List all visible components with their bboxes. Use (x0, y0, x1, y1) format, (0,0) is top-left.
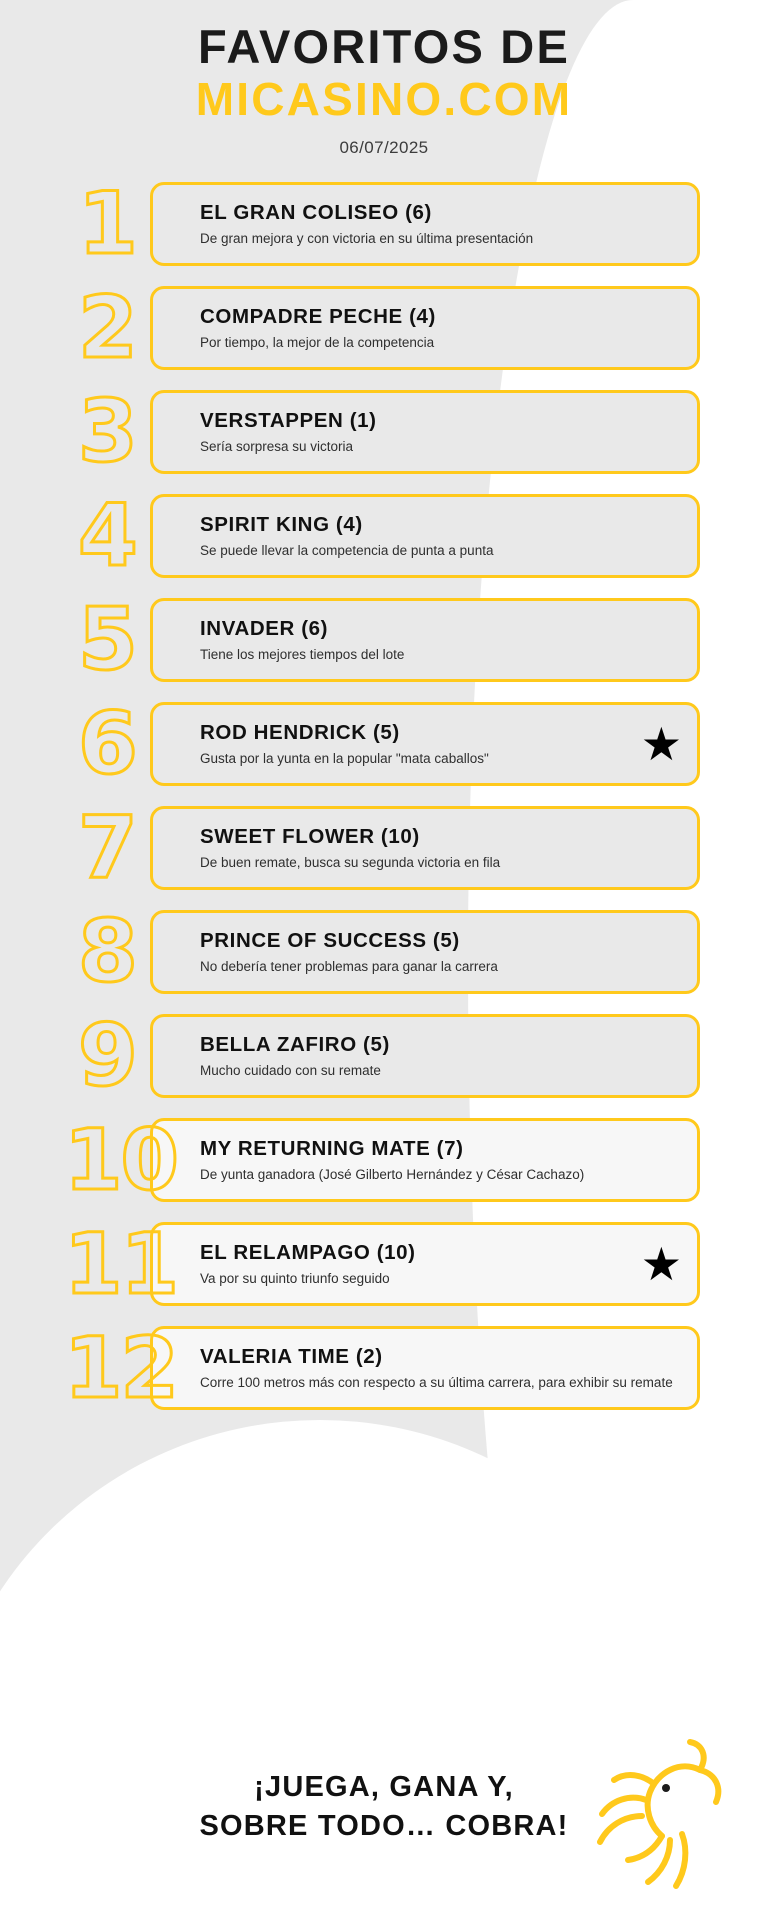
list-item[interactable] (0, 1112, 768, 1208)
list-item-text (200, 201, 686, 247)
list-item-title: INVADER (6) (200, 617, 329, 641)
list-item-description: De buen remate, busca su segunda victoria en fila (200, 854, 501, 870)
list-item-description: No debería tener problemas para ganar la carrera (200, 958, 498, 974)
list-item[interactable] (0, 382, 768, 483)
list-item-title: VERSTAPPEN (1) (200, 409, 377, 433)
list-item-description: Va por su quinto triunfo seguido (200, 1270, 390, 1286)
list-item-text (200, 409, 686, 455)
rank-number: 10 (64, 1111, 177, 1210)
rank-number: 1 (78, 174, 136, 275)
list-item-text (200, 1241, 618, 1287)
list-item-description: Gusta por la yunta en la popular "mata caballos" (200, 750, 489, 766)
rank-number: 8 (78, 902, 136, 1003)
rank-number: 4 (78, 486, 136, 587)
list-item-text (200, 929, 686, 975)
favorites-list (0, 176, 768, 1416)
rank-number: 3 (78, 382, 136, 483)
rank-number: 6 (78, 694, 136, 795)
header-date: 06/07/2025 (339, 138, 429, 158)
list-item-text (200, 1033, 686, 1079)
rank-number: 5 (78, 590, 136, 691)
list-item-description: Por tiempo, la mejor de la competencia (200, 334, 435, 350)
list-item-text (200, 513, 686, 559)
list-item[interactable] (0, 278, 768, 379)
horse-icon (550, 1730, 740, 1920)
list-item[interactable] (0, 174, 768, 275)
list-item-text (200, 617, 686, 663)
star-icon: ★ (640, 718, 682, 771)
list-item-text (200, 305, 686, 351)
list-item-text (200, 1137, 686, 1183)
list-item-title: MY RETURNING MATE (7) (200, 1137, 464, 1161)
list-item-description: Se puede llevar la competencia de punta a punta (200, 542, 494, 558)
list-item-text (200, 721, 618, 767)
list-item[interactable] (0, 798, 768, 899)
list-item-title: EL GRAN COLISEO (6) (200, 201, 432, 225)
list-item-title: ROD HENDRICK (5) (200, 721, 400, 745)
rank-number: 11 (64, 1215, 177, 1314)
list-item-title: BELLA ZAFIRO (5) (200, 1033, 390, 1057)
rank-number: 7 (78, 798, 136, 899)
list-item-description: Tiene los mejores tiempos del lote (200, 646, 405, 662)
list-item[interactable] (0, 486, 768, 587)
page-title-line1: FAVORITOS DE (198, 20, 570, 73)
list-item[interactable] (0, 1006, 768, 1107)
list-item-description: Sería sorpresa su victoria (200, 438, 354, 454)
header (0, 0, 768, 158)
list-item-description: Corre 100 metros más con respecto a su última carrera, para exhibir su remate (200, 1374, 673, 1390)
list-item[interactable] (0, 694, 768, 795)
rank-number: 2 (78, 278, 136, 379)
list-item-title: SPIRIT KING (4) (200, 513, 363, 537)
list-item-title: EL RELAMPAGO (10) (200, 1241, 416, 1265)
list-item[interactable] (0, 1320, 768, 1416)
list-item[interactable] (0, 1216, 768, 1312)
footer-line-2: SOBRE TODO… COBRA! (199, 1809, 569, 1842)
list-item[interactable] (0, 590, 768, 691)
list-item-title: SWEET FLOWER (10) (200, 825, 420, 849)
page-title-line2: MICASINO.COM (195, 72, 573, 125)
list-item-text (200, 825, 686, 871)
list-item-description: De gran mejora y con victoria en su última presentación (200, 230, 534, 246)
list-item-title: VALERIA TIME (2) (200, 1345, 383, 1369)
list-item-text (200, 1345, 686, 1391)
rank-number: 9 (78, 1006, 136, 1107)
footer-line-1: ¡JUEGA, GANA Y, (254, 1770, 514, 1803)
list-item-title: COMPADRE PECHE (4) (200, 305, 436, 329)
list-item[interactable] (0, 902, 768, 1003)
list-item-title: PRINCE OF SUCCESS (5) (200, 929, 460, 953)
rank-number: 12 (64, 1319, 177, 1418)
list-item-description: Mucho cuidado con su remate (200, 1062, 381, 1078)
star-icon: ★ (640, 1238, 682, 1291)
list-item-description: De yunta ganadora (José Gilberto Hernández y César Cachazo) (200, 1166, 585, 1182)
